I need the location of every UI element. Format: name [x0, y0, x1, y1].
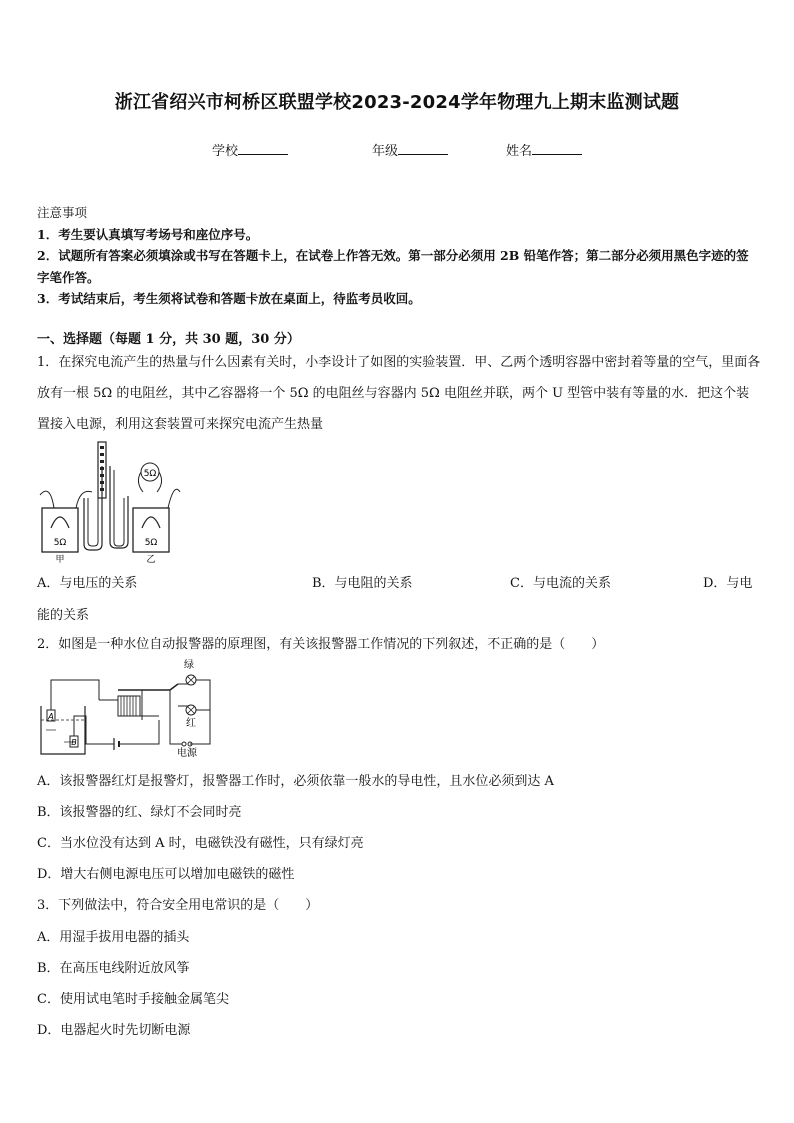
right-resistor-label: 5Ω [144, 538, 158, 548]
left-resistor-label: 5Ω [53, 538, 67, 548]
note-item: 2．试题所有答案必须填涂或书写在答题卡上，在试卷上作答无效。第一部分必须用 2B 铅笔作答；第二部分必须用黑色字迹的签字笔作答。 [37, 248, 749, 285]
question-1-stem: 1．在探究电流产生的热量与什么因素有关时，小李设计了如图的实验装置．甲、乙两个透明容器中密封着等量的空气，里面各放有一根 5Ω 的电阻丝，其中乙容器将一个 5Ω 的电阻丝与容器内 5Ω 电阻丝并联，两个 U 型管中装有等量的水．把这个装置接入电源，利用这套装置可来探究电流产生热量 [37, 355, 761, 432]
school-field [212, 140, 288, 159]
question-3-stem: 3．下列做法中，符合安全用电常识的是（ ） [37, 898, 319, 913]
q3-option-a: A．用湿手拔用电器的插头 [37, 930, 190, 945]
top-resistor-label: 5Ω [143, 469, 157, 479]
red-lamp-label: 红 [186, 718, 196, 729]
grade-label: 年级 [372, 144, 399, 159]
name-field [506, 140, 582, 159]
q2-option-c: C．当水位没有达到 A 时，电磁铁没有磁性，只有绿灯亮 [37, 836, 364, 851]
container-jia-label: 甲 [55, 555, 65, 565]
notes-block [37, 202, 759, 310]
q3-option-b: B．在高压电线附近放风筝 [37, 961, 190, 976]
grade-field [372, 140, 448, 159]
name-label: 姓名 [506, 144, 533, 159]
electrode-b-label: B [71, 738, 77, 747]
section-title: 一、选择题（每题 1 分，共 30 题，30 分） [37, 332, 300, 347]
water-alarm-figure [38, 658, 216, 758]
q2-option-a: A．该报警器红灯是报警灯，报警器工作时，必须依靠一般水的导电性，且水位必须到达 A [37, 774, 554, 789]
page-title: 浙江省绍兴市柯桥区联盟学校2023-2024学年物理九上期末监测试题 [114, 92, 680, 113]
q2-option-b: B．该报警器的红、绿灯不会同时亮 [37, 805, 242, 820]
question-2-stem: 2．如图是一种水位自动报警器的原理图，有关该报警器工作情况的下列叙述，不正确的是（ ） [37, 637, 605, 652]
q1-option-d-part1: D．与电 [703, 576, 753, 591]
power-source-label: 电源 [177, 748, 197, 758]
q3-option-d: D．电器起火时先切断电源 [37, 1023, 191, 1038]
q1-option-d-part2: 能的关系 [37, 608, 90, 623]
name-blank [532, 142, 582, 155]
q1-option-c: C．与电流的关系 [510, 576, 611, 591]
note-item: 1．考生要认真填写考场号和座位序号。 [37, 226, 259, 242]
note-item: 3．考试结束后，考生须将试卷和答题卡放在桌面上，待监考员收回。 [37, 291, 421, 306]
container-yi-label: 乙 [146, 555, 156, 565]
q1-option-b: B．与电阻的关系 [312, 576, 413, 591]
school-blank [238, 142, 288, 155]
q2-option-d: D．增大右侧电源电压可以增加电磁铁的磁性 [37, 867, 295, 882]
heating-experiment-figure [38, 440, 188, 565]
green-lamp-label: 绿 [184, 660, 194, 671]
school-label: 学校 [212, 144, 239, 159]
notes-heading: 注意事项 [37, 205, 88, 220]
q1-option-a: A．与电压的关系 [37, 576, 138, 591]
grade-blank [398, 142, 448, 155]
q3-option-c: C．使用试电笔时手接触金属笔尖 [37, 992, 229, 1007]
electrode-a-label: A [48, 712, 54, 721]
